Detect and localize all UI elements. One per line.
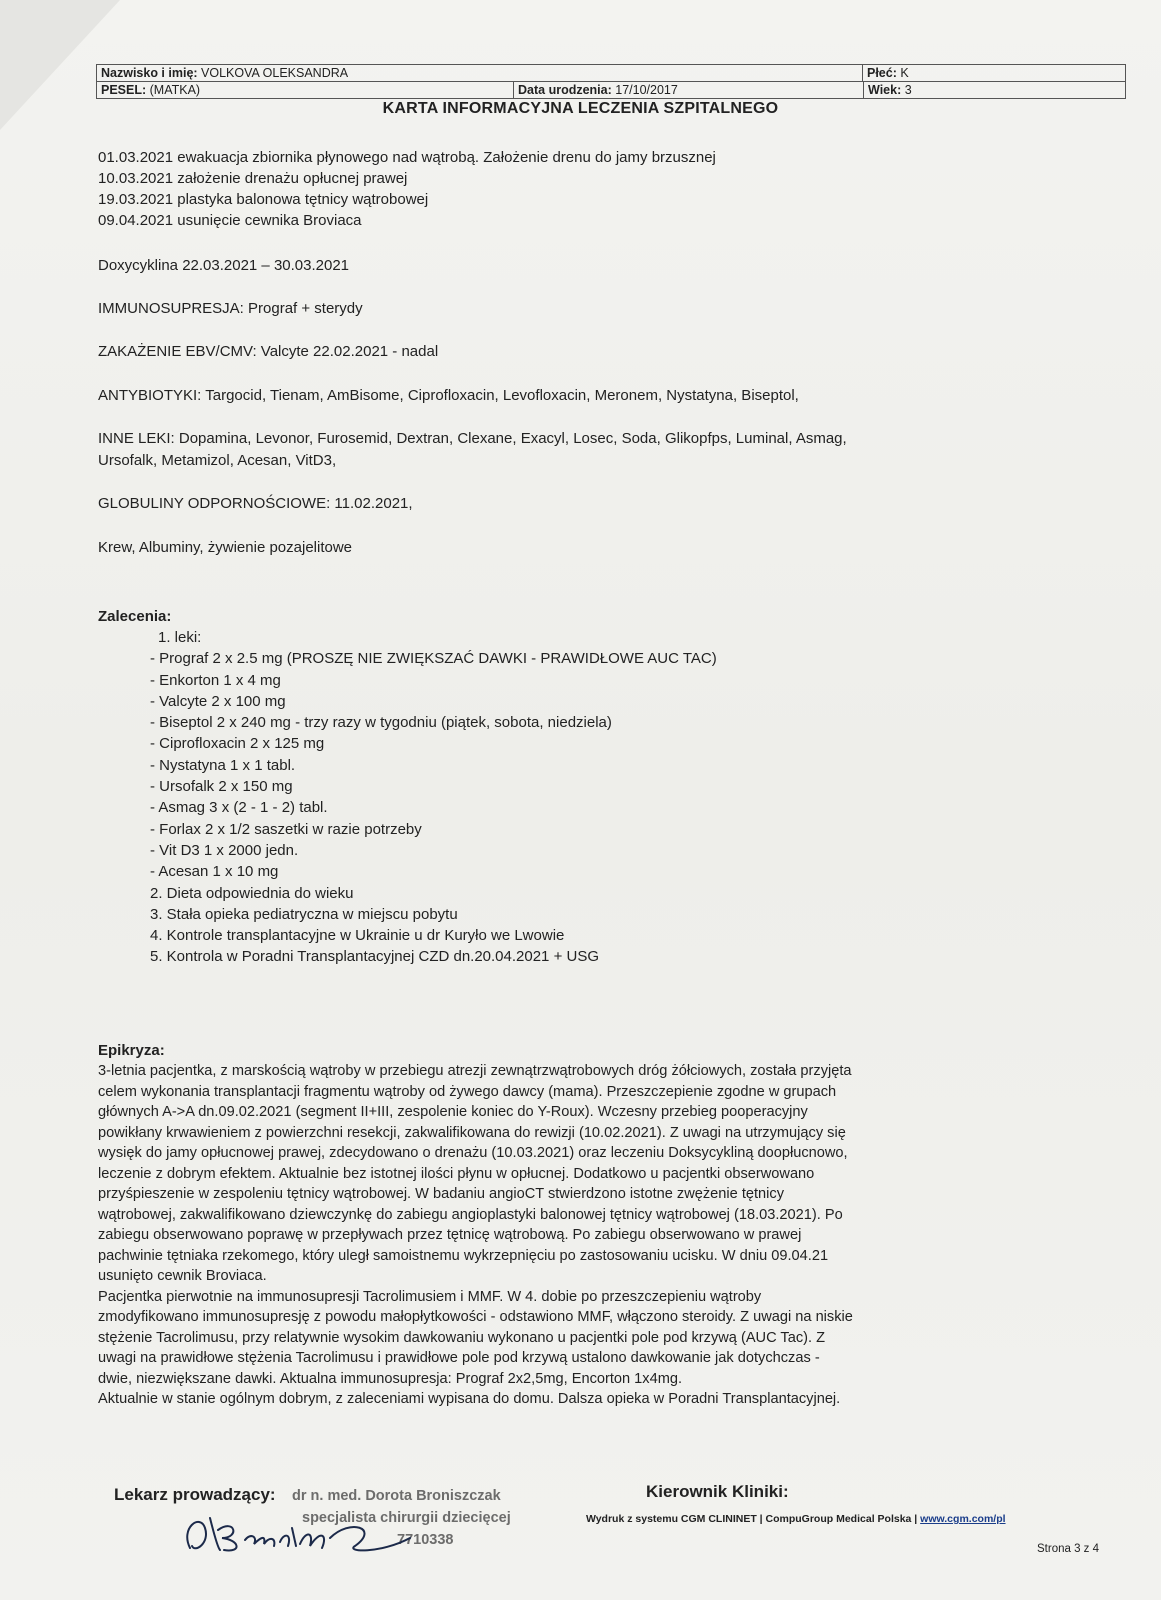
procedure-item: 10.03.2021 założenie drenażu opłucnej prawej bbox=[98, 170, 408, 187]
dob-value: 17/10/2017 bbox=[615, 83, 678, 97]
name-value: VOLKOVA OLEKSANDRA bbox=[201, 66, 349, 80]
recommendations-list bbox=[150, 627, 1130, 968]
printout-text: Wydruk z systemu CGM CLININET | CompuGroup Medical Polska | bbox=[586, 1513, 921, 1525]
recommendation-item: - Forlax 2 x 1/2 saszetki w razie potrzeby bbox=[150, 820, 422, 838]
age-label: Wiek: bbox=[868, 83, 902, 97]
sex-label: Płeć: bbox=[867, 66, 897, 80]
pesel-label: PESEL: bbox=[101, 83, 147, 97]
epicrisis-line: uwagi na prawidłowe stężenia Tacrolimusu i prawidłowe pole pod krzywą ustalono dawkowanie jak dotychczas - bbox=[98, 1350, 820, 1366]
name-label: Nazwisko i imię: bbox=[101, 66, 198, 80]
epicrisis-heading: Epikryza: bbox=[98, 1042, 165, 1059]
epicrisis-line: celem wykonania transplantacji fragmentu wątroby od żywego dawcy (mama). Przeszczepienie zgodne w grupach bbox=[98, 1083, 837, 1100]
epicrisis-line: przyśpieszenie w zespoleniu tętnicy wątrobowej. W badaniu angioCT stwierdzono istotne zwężenie tętnicy bbox=[98, 1186, 784, 1202]
recommendation-item: 4. Kontrole transplantacyjne w Ukrainie u dr Kuryło we Lwowie bbox=[150, 927, 565, 945]
epicrisis-line: Aktualnie w stanie ogólnym dobrym, z zaleceniami wypisana do domu. Dalsza opieka w Poradni Transplantacyjnej. bbox=[98, 1391, 841, 1407]
dob-label: Data urodzenia: bbox=[518, 83, 612, 97]
pesel-value: (MATKA) bbox=[149, 83, 201, 97]
recommendation-item: - Ursofalk 2 x 150 mg bbox=[150, 778, 293, 796]
sex-cell bbox=[863, 65, 1125, 81]
epicrisis-line: pachwinie tętniaka rzekomego, który uległ samoistnemu wykrzepnięciu po zastosowaniu ucisku. W dniu 09.04.21 bbox=[98, 1247, 829, 1264]
epicrisis-line: dwie, niezwiększane dawki. Aktualna immunosupresja: Prograf 2x2,5mg, Encorton 1x4mg. bbox=[98, 1370, 683, 1387]
recommendations-heading: Zalecenia: bbox=[98, 608, 172, 625]
printout-link[interactable]: www.cgm.com/pl bbox=[920, 1513, 1006, 1525]
header-row-pesel bbox=[97, 81, 1125, 98]
document-title: KARTA INFORMACYJNA LECZENIA SZPITALNEGO bbox=[382, 100, 779, 117]
epicrisis-line: Pacjentka pierwotnie na immunosupresji Tacrolimusiem i MMF. W 4. dobie po przeszczepieniu wątroby bbox=[98, 1288, 762, 1305]
age-value: 3 bbox=[904, 83, 912, 97]
epicrisis-line: powikłany krwawieniem z powierzchni resekcji, zakwalifikowana do rewizji (10.02.2021). Z uwagi na utrzymujący się bbox=[98, 1124, 846, 1141]
epicrisis-line: usunięto cewnik Broviaca. bbox=[98, 1268, 267, 1284]
page-number: Strona 3 z 4 bbox=[1037, 1543, 1100, 1555]
recommendation-item: - Nystatyna 1 x 1 tabl. bbox=[150, 756, 296, 774]
epicrisis-line: 3-letnia pacjentka, z marskością wątroby w przebiegu atrezji zewnątrzwątrobowych dróg żółciowych, została przyjęta bbox=[98, 1063, 852, 1079]
epicrisis-body bbox=[98, 1061, 1128, 1410]
age-cell bbox=[864, 82, 1125, 98]
epicrisis-line: głównych A->A dn.09.02.2021 (segment II+III, zespolenie koniec do Y-Roux). Wczesny przebieg pooperacyjny bbox=[98, 1104, 808, 1120]
stamp-line-specialty: specjalista chirurgii dziecięcej bbox=[302, 1510, 511, 1526]
recommendation-item: 3. Stała opieka pediatryczna w miejscu pobytu bbox=[150, 905, 458, 923]
globulins-line: GLOBULINY ODPORNOŚCIOWE: 11.02.2021, bbox=[98, 495, 413, 512]
epicrisis-line: stężenie Tacrolimusu, przy relatywnie wysokim dawkowaniu wykonano u pacjentki pole pod krzywą (AUC Tac). Z bbox=[98, 1329, 826, 1346]
recommendation-item: 1. leki: bbox=[158, 629, 202, 646]
recommendation-item: 5. Kontrola w Poradni Transplantacyjnej CZD dn.20.04.2021 + USG bbox=[150, 948, 600, 966]
procedures-list bbox=[98, 147, 1128, 231]
pesel-cell bbox=[97, 82, 514, 98]
procedure-item: 01.03.2021 ewakuacja zbiornika płynowego nad wątrobą. Założenie drenu do jamy brzusznej bbox=[98, 149, 716, 166]
recommendation-item: - Biseptol 2 x 240 mg - trzy razy w tygodniu (piątek, sobota, niedziela) bbox=[150, 714, 612, 732]
recommendation-item: - Valcyte 2 x 100 mg bbox=[150, 692, 286, 710]
epicrisis-line: wątrobowej, zakwalifikowano dziewczynkę do zabiegu angioplastyki balonowej tętnicy wątrobowej (18.03.2021). Po bbox=[98, 1206, 843, 1223]
header-row-name bbox=[97, 65, 1125, 81]
name-cell bbox=[97, 65, 863, 81]
epicrisis-line: leczenie z dobrym efektem. Aktualnie bez istotnej ilości płynu w opłucnej. Dodatkowo u pacjentki obserwowano bbox=[98, 1165, 815, 1182]
stamp-line-name: dr n. med. Dorota Broniszczak bbox=[292, 1488, 501, 1504]
sex-value: K bbox=[900, 66, 909, 80]
head-of-clinic-label: Kierownik Kliniki: bbox=[646, 1482, 789, 1501]
other-drugs-line: Ursofalk, Metamizol, Acesan, VitD3, bbox=[98, 452, 337, 469]
other-drugs-line: INNE LEKI: Dopamina, Levonor, Furosemid, Dextran, Clexane, Exacyl, Losec, Soda, Glikopfps, Luminal, Asmag, bbox=[98, 430, 847, 447]
recommendation-item: - Acesan 1 x 10 mg bbox=[150, 863, 279, 881]
immunosuppression-line: IMMUNOSUPRESJA: Prograf + sterydy bbox=[98, 300, 363, 317]
blood-line: Krew, Albuminy, żywienie pozajelitowe bbox=[98, 539, 353, 556]
recommendation-item: - Enkorton 1 x 4 mg bbox=[150, 671, 281, 689]
epicrisis-line: wysięk do jamy opłucnowej prawej, zdecydowano o drenażu (10.03.2021) oraz leczeniu Doksycykliną doopłucnowo, bbox=[98, 1145, 848, 1161]
epicrisis-line: zmodyfikowano immunosupresję z powodu małopłytkowości - odstawiono MMF, włączono steroidy. Z uwagi na niskie bbox=[98, 1309, 853, 1325]
other-drugs-block bbox=[98, 428, 1128, 472]
doxycycline-line: Doxycyklina 22.03.2021 – 30.03.2021 bbox=[98, 257, 350, 274]
antibiotics-line: ANTYBIOTYKI: Targocid, Tienam, AmBisome, Ciprofloxacin, Levofloxacin, Meronem, Nystatyna, Biseptol, bbox=[98, 387, 799, 404]
patient-header-table bbox=[96, 64, 1126, 99]
recommendation-item: - Ciprofloxacin 2 x 125 mg bbox=[150, 735, 325, 753]
doctor-label: Lekarz prowadzący: bbox=[114, 1485, 276, 1504]
recommendation-item: 2. Dieta odpowiednia do wieku bbox=[150, 884, 354, 902]
printout-footer bbox=[586, 1513, 1006, 1525]
dob-cell bbox=[514, 82, 864, 98]
procedure-item: 19.03.2021 plastyka balonowa tętnicy wątrobowej bbox=[98, 191, 429, 208]
procedure-item: 09.04.2021 usunięcie cewnika Broviaca bbox=[98, 212, 362, 229]
recommendation-item: - Vit D3 1 x 2000 jedn. bbox=[150, 841, 299, 859]
recommendation-item: - Prograf 2 x 2.5 mg (PROSZĘ NIE ZWIĘKSZAĆ DAWKI - PRAWIDŁOWE AUC TAC) bbox=[150, 650, 717, 668]
handwritten-signature bbox=[180, 1508, 440, 1558]
epicrisis-line: zabiegu obserwowano poprawę w przepływach przez tętnicę wątrobową. Po zabiegu obserwowano w prawej bbox=[98, 1227, 802, 1243]
infection-line: ZAKAŻENIE EBV/CMV: Valcyte 22.02.2021 - nadal bbox=[98, 343, 439, 360]
recommendation-item: - Asmag 3 x (2 - 1 - 2) tabl. bbox=[150, 799, 328, 817]
stamp-line-number: 7710338 bbox=[397, 1532, 454, 1548]
